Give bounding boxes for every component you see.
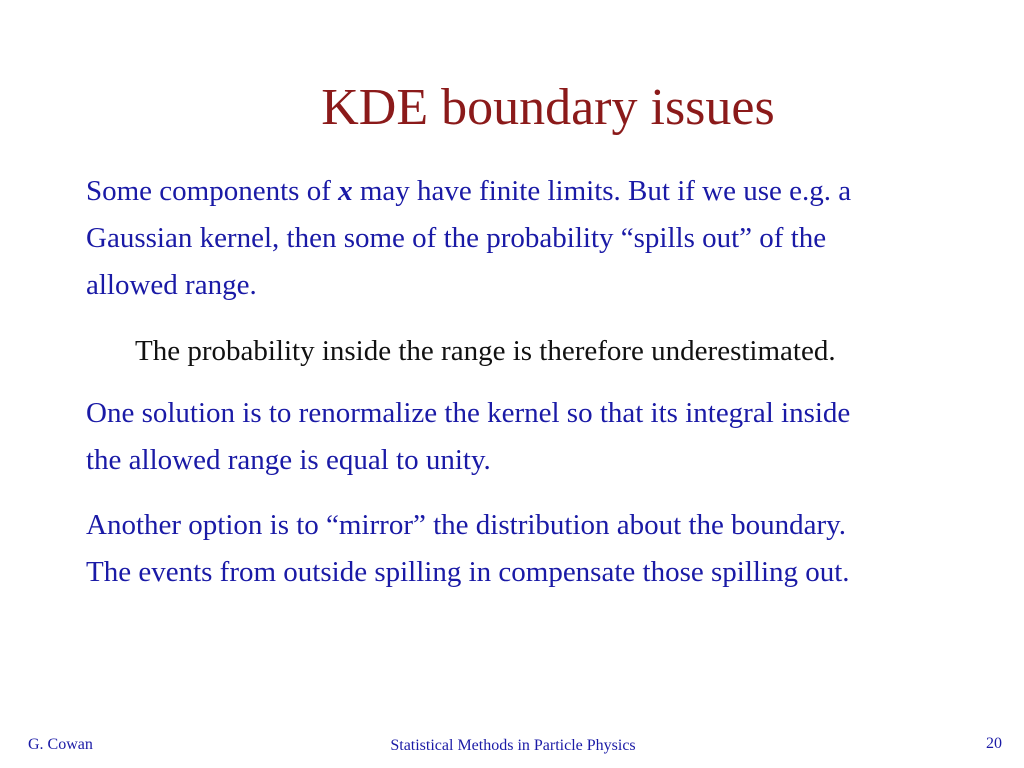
paragraph-line: One solution is to renormalize the kernel so that its integral inside [86, 397, 851, 429]
text-fragment: may have finite limits. But if we use e.g. a [352, 175, 852, 207]
footer-course-title: Statistical Methods in Particle Physics [390, 737, 636, 754]
math-variable-x: x [338, 175, 353, 207]
paragraph-line: Another option is to “mirror” the distribution about the boundary. [86, 509, 847, 541]
text-fragment: Some components of [86, 175, 339, 207]
paragraph-line [86, 168, 986, 215]
paragraph-line: Gaussian kernel, then some of the probability “spills out” of the [86, 222, 827, 254]
paragraph-line: The probability inside the range is therefore underestimated. [135, 335, 836, 367]
paragraph-finite-limits [86, 168, 986, 309]
paragraph-line: allowed range. [86, 269, 257, 301]
paragraph-renormalize [86, 390, 986, 484]
paragraph-line: The events from outside spilling in compensate those spilling out. [86, 556, 850, 588]
paragraph-line: the allowed range is equal to unity. [86, 444, 491, 476]
slide-title: KDE boundary issues [321, 79, 775, 136]
paragraph-mirror [86, 502, 986, 596]
paragraph-underestimated [135, 328, 1024, 375]
footer-author: G. Cowan [28, 736, 93, 753]
footer-page-number: 20 [986, 735, 1002, 752]
